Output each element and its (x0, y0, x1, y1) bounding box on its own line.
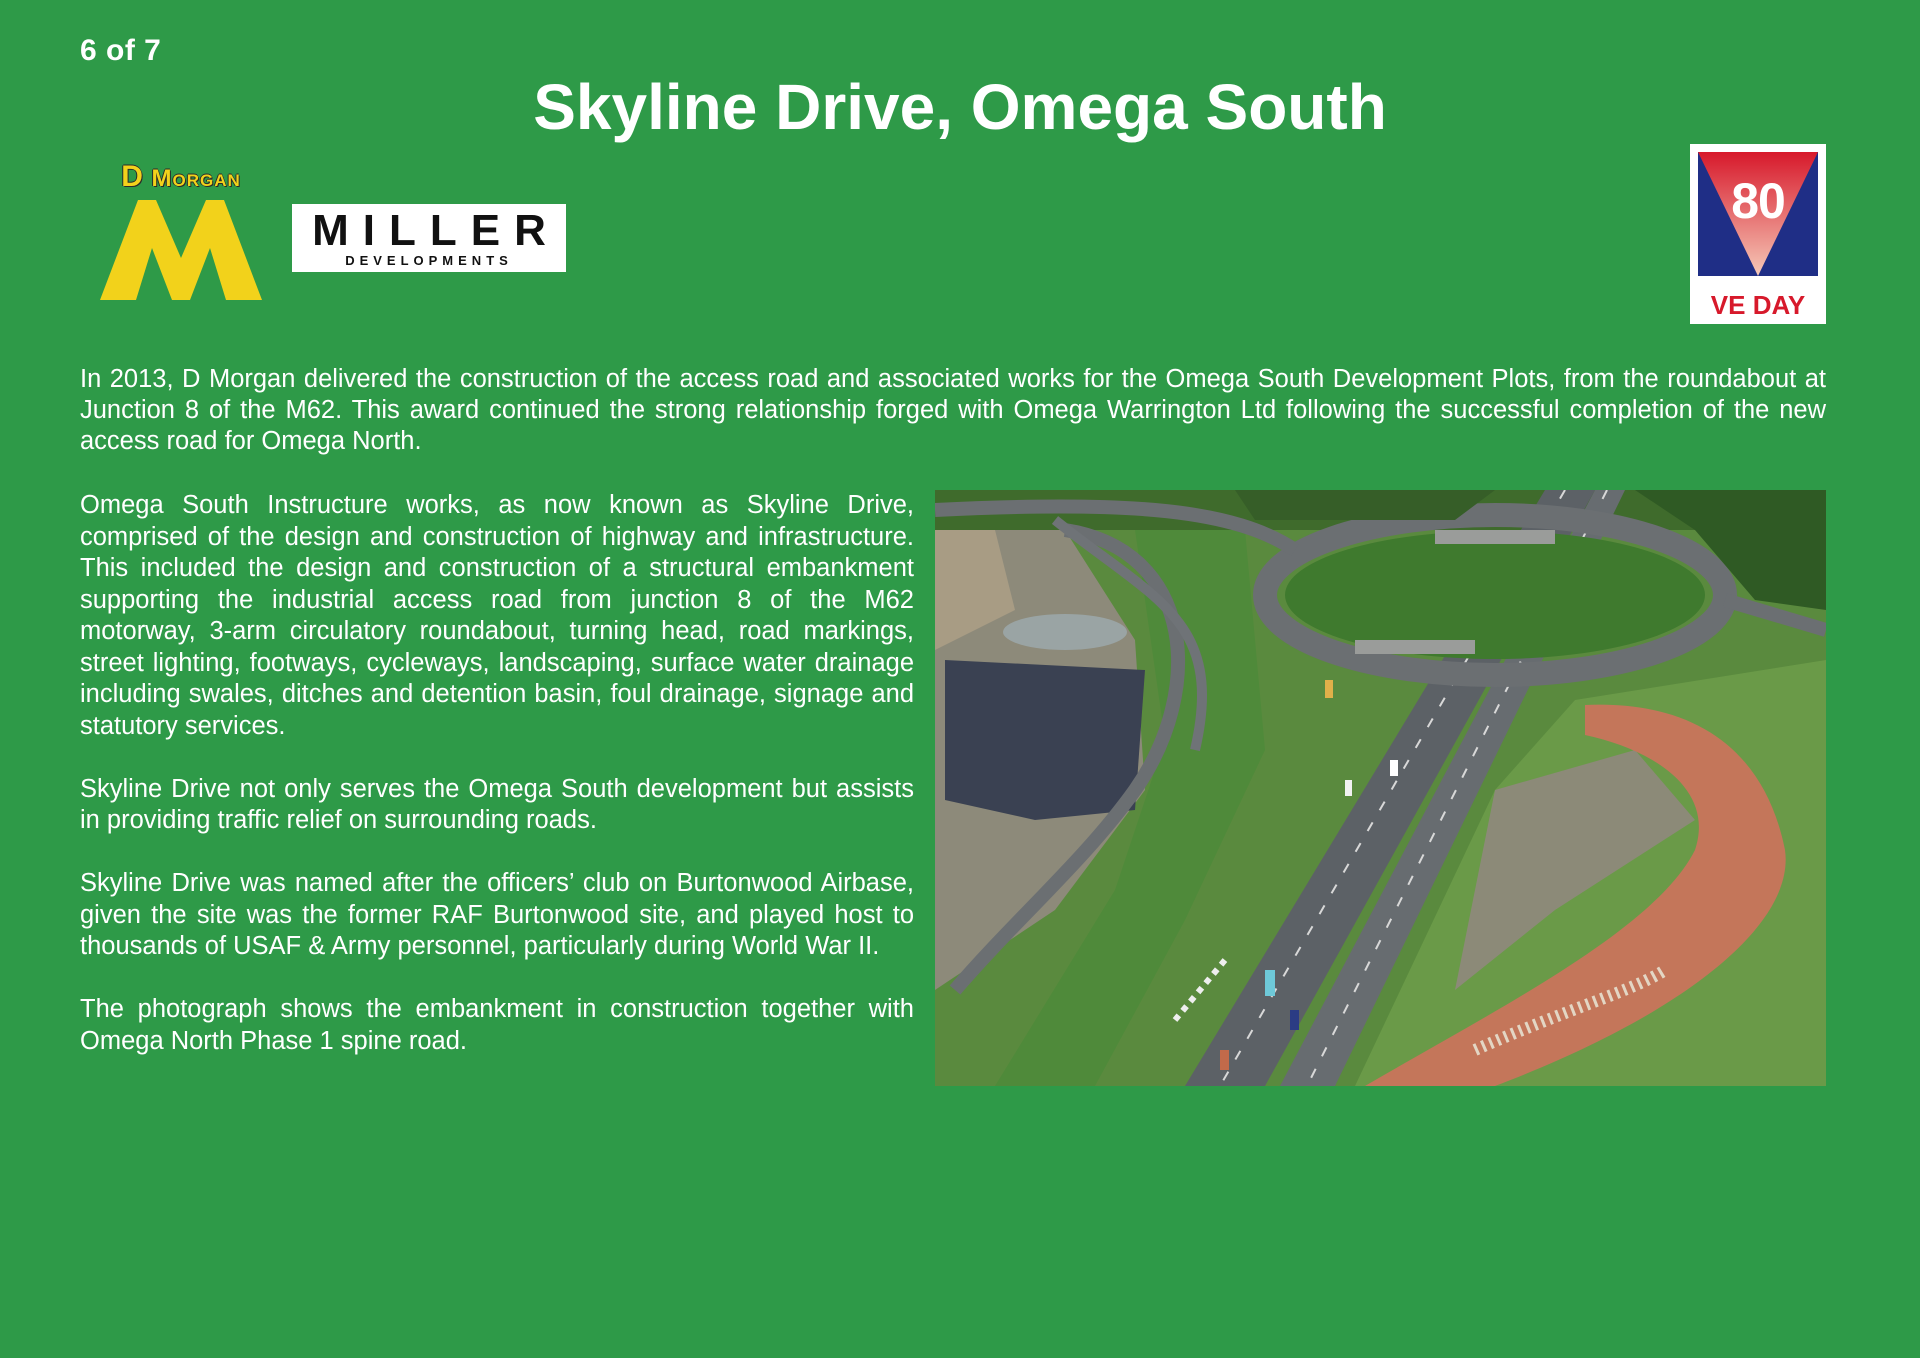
body-text-column (80, 490, 914, 1089)
page-counter: 6 of 7 (80, 34, 162, 67)
body-paragraph: Skyline Drive not only serves the Omega South development but assists in providing traffic relief on surrounding roads. (80, 774, 914, 834)
dmorgan-wordmark (96, 160, 266, 194)
body-paragraph: Skyline Drive was named after the officers’ club on Burtonwood Airbase, given the site was the former RAF Burtonwood site, and played host to thousands of USAF & Army personnel, particularly during World War II. (80, 869, 914, 960)
veday-label: VE DAY (1710, 290, 1806, 320)
body-paragraph: The photograph shows the embankment in construction together with Omega North Phase 1 spine road. (80, 995, 914, 1055)
body-paragraph: Omega South Instructure works, as now known as Skyline Drive, comprised of the design and construction of highway and infrastructure. This included the design and construction of a structural embankment supporting the industrial access road from junction 8 of the M62 motorway, 3-arm circulatory roundabout, turning head, road markings, street lighting, footways, cycleways, landscaping, surface water drainage including swales, ditches and detention basin, foul drainage, signage and statutory services. (80, 491, 914, 740)
miller-logo (292, 204, 566, 272)
veday-number: 80 (1731, 173, 1785, 229)
miller-logo-main: MILLER (312, 206, 560, 255)
intro-paragraph: In 2013, D Morgan delivered the construction of the access road and associated works for the Omega South Development Plots, from the roundabout at Junction 8 of the M62. This award continued the strong relationship forged with Omega Warrington Ltd following the successful completion of the new access road for Omega North. (80, 365, 1826, 455)
dmorgan-wordmark-initial: D (121, 160, 144, 193)
aerial-photograph (935, 490, 1826, 1086)
veday-logo (1690, 144, 1826, 324)
dmorgan-logo (96, 160, 266, 302)
page-title: Skyline Drive, Omega South (533, 71, 1387, 143)
dmorgan-m-icon (100, 200, 262, 300)
dmorgan-wordmark-name: Morgan (151, 165, 241, 192)
miller-logo-sub: DEVELOPMENTS (345, 253, 513, 268)
aerial-photo-image (935, 490, 1826, 1086)
